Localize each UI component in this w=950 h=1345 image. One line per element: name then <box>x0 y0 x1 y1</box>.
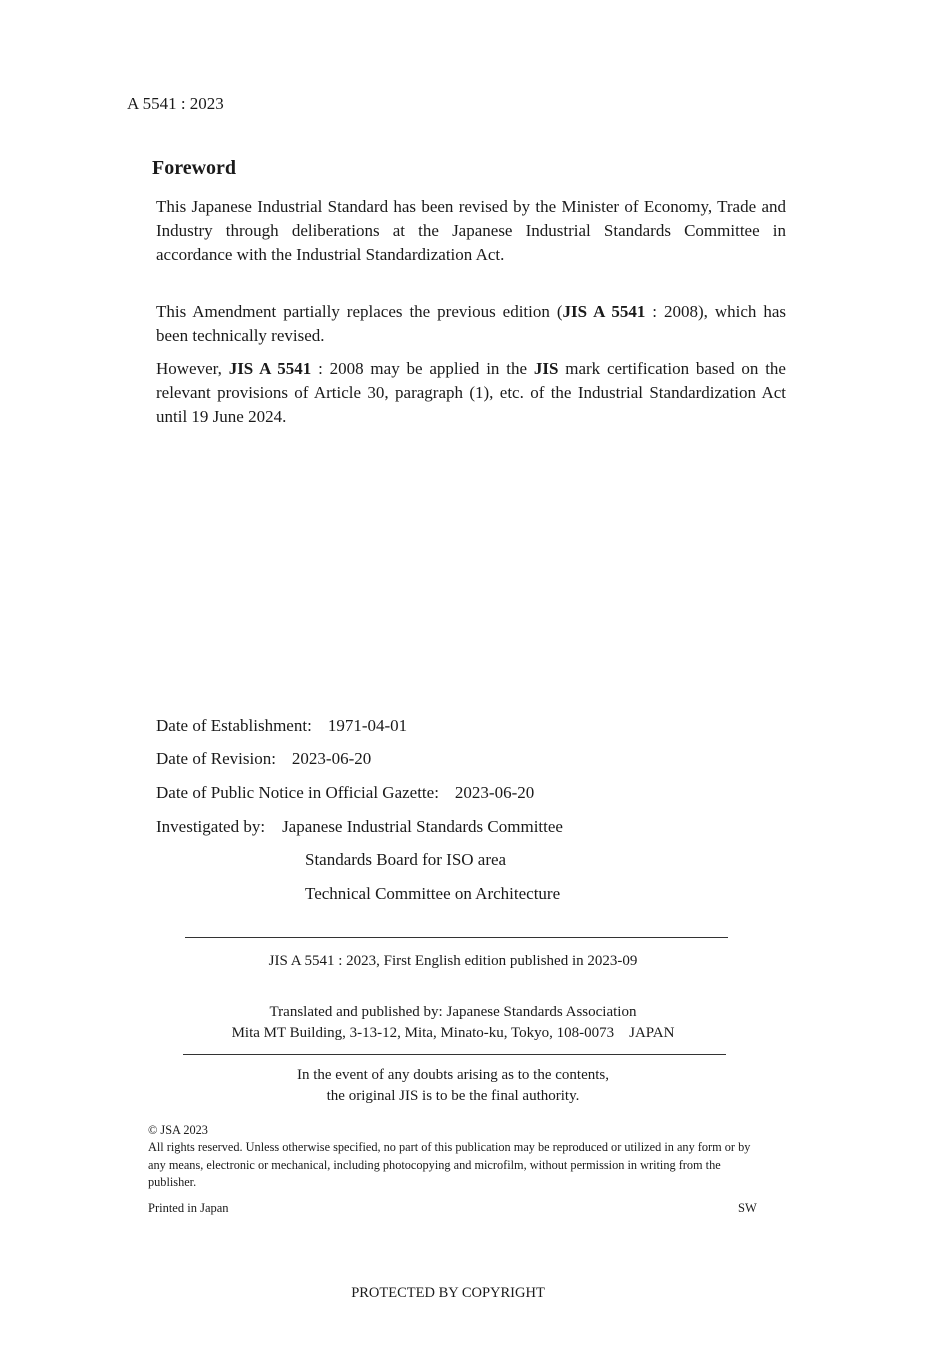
foreword-paragraph-1: This Japanese Industrial Standard has been revised by the Minister of Economy, Trade and Industry through deliberations at the Japanese Industrial Standards Committee in accordance with the Industrial Standardization Act. <box>156 197 786 264</box>
foreword-paragraph-2 <box>156 300 786 348</box>
document-code-header: A 5541 : 2023 <box>127 94 224 113</box>
paragraph-text: However, <box>156 359 229 378</box>
paragraph-text: : 2008), which has been technically revised. <box>156 302 786 345</box>
public-notice-label: Date of Public Notice in Official Gazette: <box>156 783 439 802</box>
investigated-label: Investigated by: <box>156 817 266 836</box>
date-of-revision <box>156 749 371 769</box>
foreword-title: Foreword <box>152 157 237 179</box>
printed-in-label: Printed in Japan <box>148 1201 229 1215</box>
investigated-committee-1: Japanese Industrial Standards Committee <box>282 817 563 836</box>
establishment-value: 1971-04-01 <box>327 716 408 735</box>
copyright-notice: © JSA 2023 <box>148 1123 208 1137</box>
date-of-public-notice <box>156 783 534 803</box>
publisher-line: Translated and published by: Japanese Standards Association <box>269 1004 637 1020</box>
standard-reference: JIS A 5541 <box>228 359 312 378</box>
divider-top <box>185 937 728 938</box>
authority-line-1: In the event of any doubts arising as to the contents, <box>296 1067 609 1083</box>
paragraph-text: : 2008 may be applied in the <box>311 359 534 378</box>
paragraph-text: This Amendment partially replaces the previous edition ( <box>156 302 563 321</box>
divider-bottom <box>183 1054 726 1055</box>
authority-notice <box>150 1065 756 1107</box>
investigated-committee-3: Technical Committee on Architecture <box>305 884 561 903</box>
investigated-committee-2: Standards Board for ISO area <box>305 850 507 869</box>
copyright-watermark: PROTECTED BY COPYRIGHT <box>351 1285 545 1301</box>
rights-reserved-text: All rights reserved. Unless otherwise specified, no part of this publication may be reproduced or utilized in any form or by any means, electronic or mechanical, including photocopying and microfilm, without permission in writing from the publisher. <box>148 1140 751 1189</box>
standard-reference: JIS A 5541 <box>562 302 646 321</box>
foreword-paragraph-3 <box>156 357 786 429</box>
print-code: SW <box>738 1201 757 1215</box>
establishment-label: Date of Establishment: <box>156 716 312 735</box>
revision-value: 2023-06-20 <box>291 749 372 768</box>
publisher-address: Mita MT Building, 3-13-12, Mita, Minato-ku, Tokyo, 108-0073 JAPAN <box>231 1025 675 1041</box>
edition-statement: JIS A 5541 : 2023, First English edition published in 2023-09 <box>268 953 638 969</box>
public-notice-value: 2023-06-20 <box>454 783 535 802</box>
jis-mark-reference: JIS <box>533 359 559 378</box>
date-of-establishment <box>156 716 407 736</box>
investigated-by <box>156 817 563 837</box>
revision-label: Date of Revision: <box>156 749 276 768</box>
publisher-block <box>150 1002 756 1044</box>
authority-line-2: the original JIS is to be the final authority. <box>326 1088 580 1104</box>
paragraph-text: mark certification based on the relevant provisions of Article 30, paragraph (1), etc. of the Industrial Standardization Act until 19 June 2024. <box>156 359 786 426</box>
